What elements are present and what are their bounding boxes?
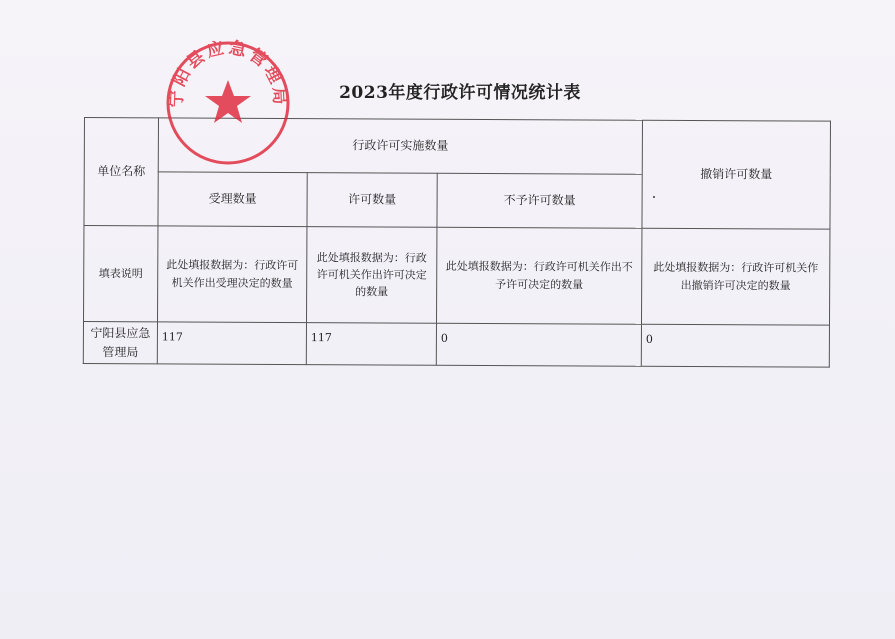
notes-label: 填表说明 (84, 226, 158, 322)
note-rejected: 此处填报数据为：行政许可机关作出不予许可决定的数量 (436, 227, 641, 324)
header-unit-name: 单位名称 (84, 118, 159, 226)
row-rejected-value: 0 (436, 323, 641, 366)
row-revoked-value: 0 (641, 324, 829, 367)
header-accepted: 受理数量 (158, 172, 307, 227)
header-approved: 许可数量 (307, 173, 437, 228)
note-approved: 此处填报数据为：行政许可机关作出许可决定的数量 (306, 227, 436, 324)
seal-star-icon (205, 80, 251, 123)
row-approved-value: 117 (306, 323, 436, 366)
header-revoked: 撤销许可数量 (642, 120, 831, 229)
stray-mark (653, 196, 655, 198)
note-revoked: 此处填报数据为：行政许可机关作出撤销许可决定的数量 (642, 228, 830, 325)
row-unit-name: 宁阳县应急管理局 (83, 322, 157, 365)
table-row (83, 322, 829, 368)
note-accepted: 此处填报数据为：行政许可机关作出受理决定的数量 (157, 226, 306, 323)
header-rejected: 不予许可数量 (437, 173, 642, 228)
document-title: 2023年度行政许可情况统计表 (339, 83, 581, 103)
row-accepted-value: 117 (157, 322, 306, 365)
official-seal-stamp (163, 38, 293, 168)
header-implementation: 行政许可实施数量 (158, 118, 642, 174)
svg-text:宁阳县应急管理局: 宁阳县应急管理局 (166, 38, 290, 108)
